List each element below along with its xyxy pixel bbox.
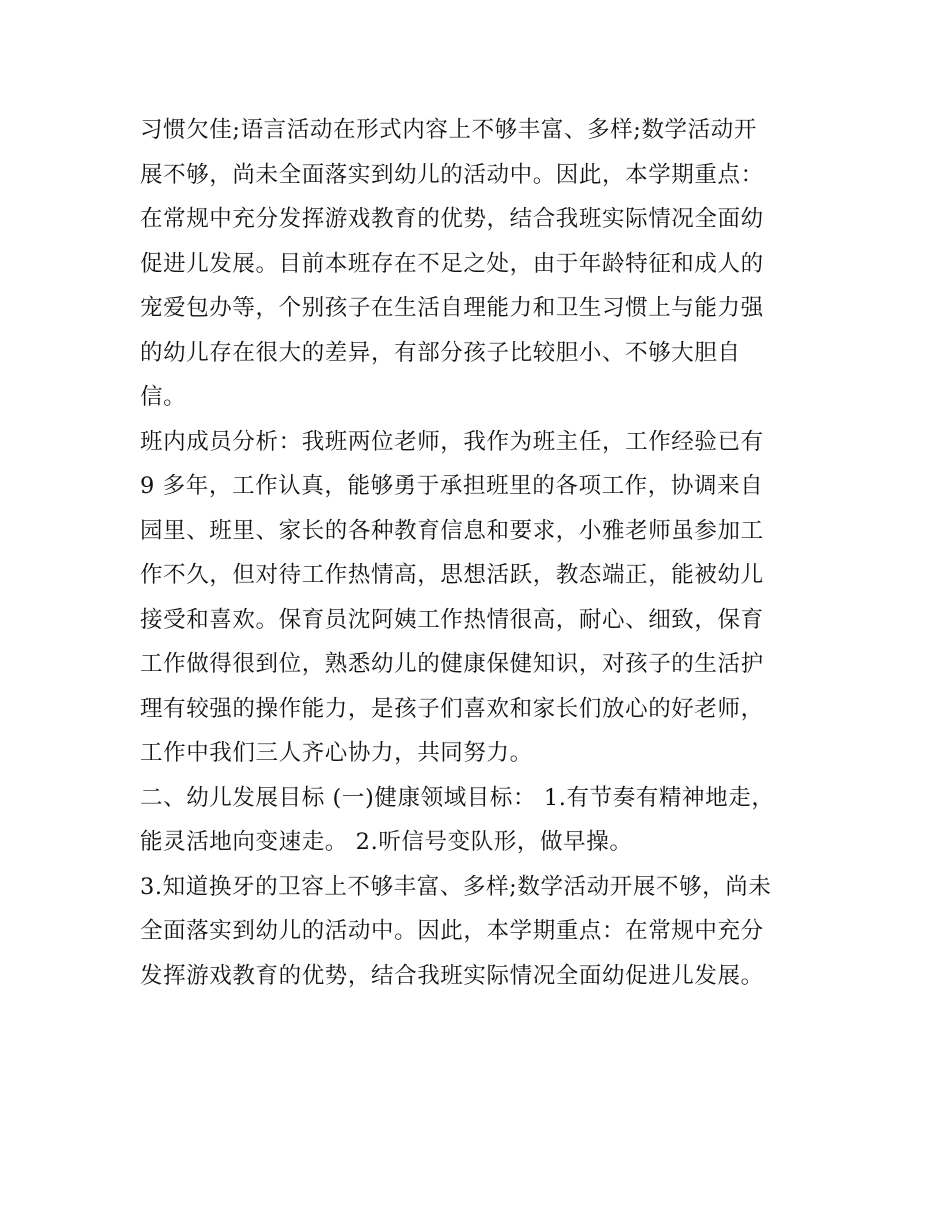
text-line: 9 多年，工作认真，能够勇于承担班里的各项工作，协调来自 — [140, 473, 764, 499]
text-line: 全面落实到幼儿的活动中。因此，本学期重点：在常规中充分 — [140, 918, 764, 944]
text-line: 信。 — [140, 384, 187, 410]
text-line: 接受和喜欢。保育员沈阿姨工作热情很高，耐心、细致，保育 — [140, 606, 764, 633]
text-line: 习惯欠佳;语言活动在形式内容上不够丰富、多样;数学活动开 — [140, 117, 757, 143]
text-line: 宠爱包办等，个别孩子在生活自理能力和卫生习惯上与能力强 — [140, 295, 764, 321]
text-line: 工作做得很到位，熟悉幼儿的健康保健知识，对孩子的生活护 — [140, 651, 764, 677]
document-body — [140, 108, 820, 998]
text-line: 园里、班里、家长的各种教育信息和要求，小雅老师虽参加工 — [140, 517, 764, 544]
text-line: 班内成员分析：我班两位老师，我作为班主任，工作经验已有 — [140, 428, 764, 455]
text-line: 在常规中充分发挥游戏教育的优势，结合我班实际情况全面幼 — [140, 206, 764, 232]
text-line: 理有较强的操作能力，是孩子们喜欢和家长们放心的好老师， — [140, 695, 764, 722]
text-line: 工作中我们三人齐心协力，共同努力。 — [140, 740, 533, 766]
text-line: 作不久，但对待工作热情高，思想活跃，教态端正，能被幼儿 — [140, 562, 764, 588]
text-line: 的幼儿存在很大的差异，有部分孩子比较胆小、不够大胆自 — [140, 339, 741, 366]
text-line: 展不够，尚未全面落实到幼儿的活动中。因此，本学期重点： — [140, 161, 764, 188]
text-line: 二、幼儿发展目标 (一)健康领域目标： 1.有节奏有精神地走， — [140, 784, 775, 811]
text-line: 3.知道换牙的卫容上不够丰富、多样;数学活动开展不够，尚未 — [140, 873, 772, 900]
text-line: 能灵活地向变速走。 2.听信号变队形，做早操。 — [140, 829, 633, 855]
text-line: 发挥游戏教育的优势，结合我班实际情况全面幼促进儿发展。 — [140, 962, 764, 989]
text-line: 促进儿发展。目前本班存在不足之处，由于年龄特征和成人的 — [140, 250, 764, 277]
